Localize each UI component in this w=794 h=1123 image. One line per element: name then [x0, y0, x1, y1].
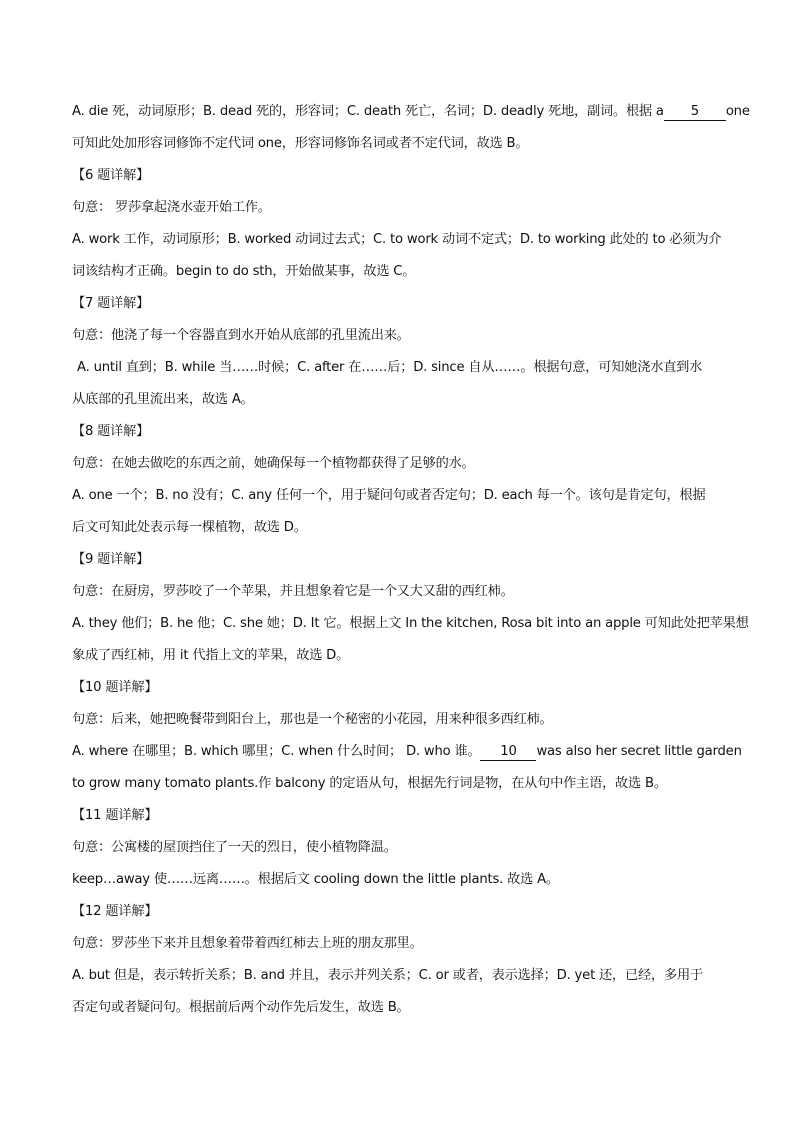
q8-meaning: 句意：在她去做吃的东西之前，她确保每一个植物都获得了足够的水。 — [72, 456, 475, 471]
q8-analysis-line: 后文可知此处表示每一棵植物，故选 D。 — [72, 520, 307, 535]
q8-header: 【8 题详解】 — [72, 424, 150, 439]
q12-analysis-line: 否定句或者疑问句。根据前后两个动作先后发生，故选 B。 — [72, 1000, 410, 1015]
q6-options-line: A. work 工作，动词原形；B. worked 动词过去式；C. to work 动词不定式；D. to working 此处的 to 必须为介 — [72, 232, 722, 247]
blank-5: 5 — [664, 104, 726, 121]
q10-options-text: A. where 在哪里；B. which 哪里；C. when 什么时间； D. who 谁。 — [72, 744, 481, 759]
q11-analysis-line: keep…away 使……远离……。根据后文 cooling down the little plants. 故选 A。 — [72, 872, 559, 887]
q5-options-text: A. die 死，动词原形；B. dead 死的，形容词；C. death 死亡，名词；D. deadly 死地，副词。根据 a — [72, 104, 664, 119]
q9-header: 【9 题详解】 — [72, 552, 150, 567]
q5-options-line — [72, 96, 750, 128]
q6-meaning: 句意： 罗莎拿起浇水壶开始工作。 — [72, 200, 271, 215]
q6-header: 【6 题详解】 — [72, 168, 150, 183]
q7-options-line: A. until 直到；B. while 当……时候；C. after 在……后；D. since 自从……。根据句意，可知她浇水直到水 — [77, 360, 703, 375]
q10-options-tail: was also her secret little garden — [536, 744, 742, 759]
q5-analysis-line: 可知此处加形容词修饰不定代词 one，形容词修饰名词或者不定代词，故选 B。 — [72, 136, 529, 151]
q9-options-line: A. they 他们；B. he 他；C. she 她；D. It 它。根据上文 In the kitchen, Rosa bit into an apple 可知此处把苹果想 — [72, 616, 749, 631]
q6-analysis-line: 词该结构才正确。begin to do sth，开始做某事，故选 C。 — [72, 264, 416, 279]
q10-analysis-line: to grow many tomato plants.作 balcony 的定语从句，根据先行词是物，在从句中作主语，故选 B。 — [72, 776, 667, 791]
q8-options-line: A. one 一个；B. no 没有；C. any 任何一个，用于疑问句或者否定句；D. each 每一个。该句是肯定句，根据 — [72, 488, 706, 503]
q12-options-line: A. but 但是，表示转折关系；B. and 并且，表示并列关系；C. or 或者，表示选择；D. yet 还，已经，多用于 — [72, 968, 703, 983]
q10-header: 【10 题详解】 — [72, 680, 158, 695]
q9-analysis-line: 象成了西红柿，用 it 代指上文的苹果，故选 D。 — [72, 648, 350, 663]
q7-meaning: 句意：他浇了每一个容器直到水开始从底部的孔里流出来。 — [72, 328, 410, 343]
q7-header: 【7 题详解】 — [72, 296, 150, 311]
q12-header: 【12 题详解】 — [72, 904, 158, 919]
answer-explanations — [72, 96, 750, 1024]
q12-meaning: 句意：罗莎坐下来并且想象着带着西红柿去上班的朋友那里。 — [72, 936, 423, 951]
q10-meaning: 句意：后来，她把晚餐带到阳台上，那也是一个秘密的小花园，用来种很多西红柿。 — [72, 712, 553, 727]
blank-10: 10 — [480, 744, 536, 761]
q5-options-tail: one — [725, 104, 750, 119]
q11-meaning: 句意：公寓楼的屋顶挡住了一天的烈日，使小植物降温。 — [72, 840, 397, 855]
q9-meaning: 句意：在厨房，罗莎咬了一个苹果，并且想象着它是一个又大又甜的西红柿。 — [72, 584, 514, 599]
q7-analysis-line: 从底部的孔里流出来，故选 A。 — [72, 392, 254, 407]
q10-options-line — [72, 736, 742, 768]
q11-header: 【11 题详解】 — [72, 808, 158, 823]
